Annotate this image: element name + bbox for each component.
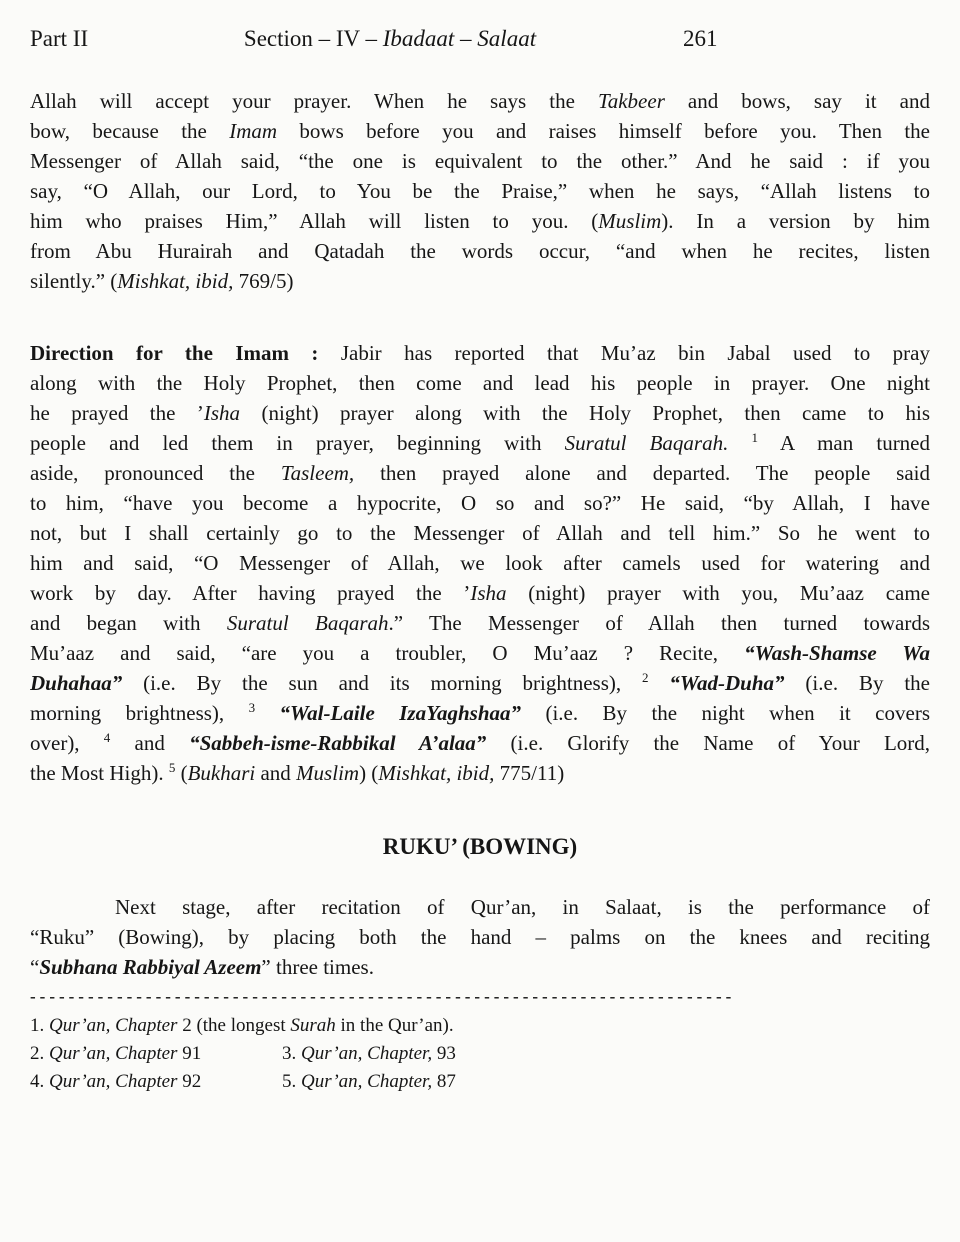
text-line: bow, because the Imam bows before you and raises himself before you. Then the — [30, 119, 930, 143]
text-line: to him, “have you become a hypocrite, O so and so?” He said, “by Allah, I have — [30, 491, 930, 515]
paragraph-direction-imam — [30, 338, 930, 788]
footnote-3: 3. Qur’an, Chapter, 93 — [282, 1043, 456, 1064]
text-line: him and said, “O Messenger of Allah, we look after camels used for watering and — [30, 551, 930, 575]
text-line: Messenger of Allah said, “the one is equivalent to the other.” And he said : if you — [30, 149, 930, 173]
footnote-4: 4. Qur’an, Chapter 92 — [30, 1071, 202, 1092]
text-line: morning brightness), $^3$ “Wal-Laile IzaYaghshaa” (i.e. By the night when it covers — [30, 700, 930, 725]
text-line: “Subhana Rabbiyal Azeem” three times. — [30, 955, 374, 979]
header-section-title — [215, 24, 565, 54]
text-line: him who praises Him,” Allah will listen to you. (Muslim). In a version by him — [30, 209, 930, 233]
header-part-label: Part II — [30, 26, 89, 51]
footnote-row — [30, 1068, 930, 1096]
text-line: the Most High). $^5$ (Bukhari and Muslim) (Mishkat, ibid, 775/11) — [30, 760, 565, 785]
text-line: he prayed the ’Isha (night) prayer along with the Holy Prophet, then came to his — [30, 401, 930, 425]
footnote-1: 1. Qur’an, Chapter 2 (the longest Surah in the Qur’an). — [30, 1015, 454, 1036]
text-line: and began with Suratul Baqarah.” The Messenger of Allah then turned towards — [30, 611, 930, 635]
text-line: Duhahaa” (i.e. By the sun and its morning brightness), $^2$ “Wad-Duha” (i.e. By the — [30, 670, 930, 695]
text-line: aside, pronounced the Tasleem, then prayed alone and departed. The people said — [30, 461, 930, 485]
text-line: “Ruku” (Bowing), by placing both the hand – palms on the knees and reciting — [30, 925, 930, 949]
text-line: from Abu Hurairah and Qatadah the words occur, “and when he recites, listen — [30, 239, 930, 263]
text-line: Next stage, after recitation of Qur’an, in Salaat, is the performance of — [115, 895, 930, 919]
text-line: Direction for the Imam : Jabir has reported that Mu’az bin Jabal used to pray — [30, 341, 930, 365]
text-line: along with the Holy Prophet, then come and lead his people in prayer. One night — [30, 371, 930, 395]
header-page-number: 261 — [683, 26, 718, 51]
section-heading-ruku: RUKU’ (BOWING) — [382, 834, 578, 859]
text-line: over), $^4$ and “Sabbeh-isme-Rabbikal A’alaa” (i.e. Glorify the Name of Your Lord, — [30, 730, 930, 755]
header-section-title-italic: Ibadaat – Salaat — [382, 26, 537, 51]
footnote-row — [30, 1040, 930, 1068]
footnote-divider: ------------------------------------------------------------------------- — [30, 988, 736, 1006]
footnote-2: 2. Qur’an, Chapter 91 — [30, 1043, 202, 1064]
text-line: say, “O Allah, our Lord, to You be the Praise,” when he says, “Allah listens to — [30, 179, 930, 203]
text-line: work by day. After having prayed the ’Isha (night) prayer with you, Mu’aaz came — [30, 581, 930, 605]
body-text — [30, 86, 930, 1096]
page-header — [30, 24, 930, 54]
text-line: not, but I shall certainly go to the Messenger of Allah and tell him.” So he went to — [30, 521, 930, 545]
footnotes — [30, 1012, 930, 1096]
text-line: people and led them in prayer, beginning with Suratul Baqarah. $^1$ A man turned — [30, 430, 930, 455]
text-line: Mu’aaz and said, “are you a troubler, O Mu’aaz ? Recite, “Wash-Shamse Wa — [30, 641, 930, 665]
paragraph-ruku-intro — [30, 892, 930, 982]
header-section-title-regular: Section – IV – — [243, 26, 383, 51]
paragraph-accept-prayer — [30, 86, 930, 296]
footnote-5: 5. Qur’an, Chapter, 87 — [282, 1071, 456, 1092]
text-line: Allah will accept your prayer. When he says the Takbeer and bows, say it and — [30, 89, 930, 113]
text-line: silently.” (Mishkat, ibid, 769/5) — [30, 269, 294, 293]
